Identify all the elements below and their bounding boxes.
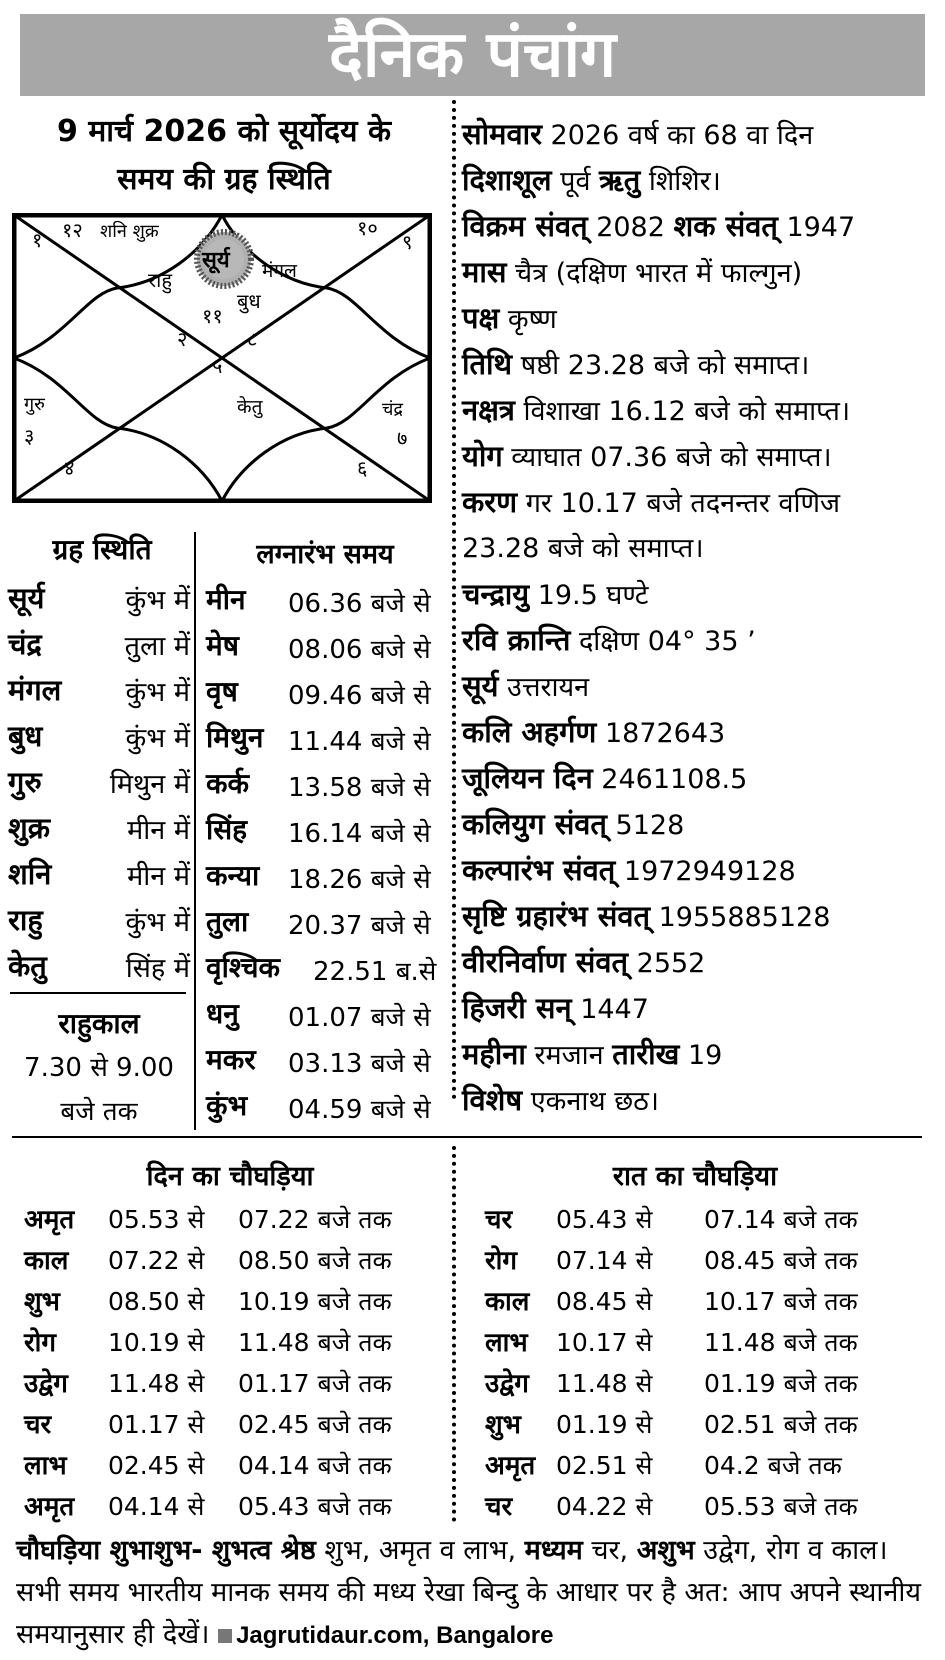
grah-rashi: कुंभ में <box>125 585 190 616</box>
planet-mangal: मंगल <box>262 260 297 282</box>
chaughadiya-to: 08.50 बजे तक <box>238 1246 392 1275</box>
chaughadiya-name: लाभ <box>24 1451 67 1481</box>
house-2: २ <box>177 327 188 351</box>
info-row: तिथि षष्ठी 23.28 बजे को समाप्त। <box>462 347 810 381</box>
lagna-name: कन्या <box>206 859 260 892</box>
lagna-time: 09.46 बजे से <box>288 681 431 711</box>
kundali-chart <box>12 213 432 503</box>
chaughadiya-name: उद्वेग <box>485 1369 529 1399</box>
info-row: सूर्य उत्तरायन <box>462 669 590 703</box>
planet-budh: बुध <box>237 289 261 313</box>
lagna-name: वृष <box>206 675 238 708</box>
chaughadiya-name: चर <box>24 1410 52 1440</box>
planet-guru: गुरु <box>24 394 45 415</box>
lagna-name: वृश्चिक <box>206 951 281 984</box>
lagna-time: 20.37 बजे से <box>288 911 431 941</box>
grah-planet: बुध <box>8 719 43 753</box>
info-row: विशेष एकनाथ छठ। <box>462 1083 660 1117</box>
square-bullet-icon <box>218 1629 232 1643</box>
chaughadiya-to: 02.51 बजे तक <box>704 1410 858 1439</box>
lagna-time: 22.51 ब.से <box>313 957 437 987</box>
lagna-heading: लग्नारंभ समय <box>256 539 394 570</box>
chaughadiya-to: 11.48 बजे तक <box>704 1328 858 1357</box>
page-title: दैनिक पंचांग <box>20 14 925 96</box>
planet-shani-shukra: शनि शुक्र <box>100 221 159 242</box>
lagna-name: मकर <box>206 1043 256 1076</box>
info-row: मास चैत्र (दक्षिण भारत में फाल्गुन) <box>462 255 803 289</box>
chaughadiya-from: 07.22 से <box>108 1246 205 1275</box>
grah-planet: शनि <box>8 857 52 891</box>
rahukal-time: 7.30 से 9.00 <box>24 1053 174 1083</box>
section-divider <box>12 1136 922 1138</box>
info-row: हिजरी सन् 1447 <box>462 991 649 1025</box>
house-4: ४ <box>64 456 75 480</box>
grah-planet: केतु <box>8 949 47 983</box>
chaughadiya-to: 10.19 बजे तक <box>238 1287 392 1316</box>
grah-rashi: कुंभ में <box>125 723 190 754</box>
chaughadiya-from: 11.48 से <box>556 1369 653 1398</box>
chaughadiya-from: 11.48 से <box>108 1369 205 1398</box>
footer-credit: Jagrutidaur.com, Bangalore <box>236 1622 554 1649</box>
info-row: कलियुग संवत् 5128 <box>462 807 685 841</box>
grah-planet: शुक्र <box>8 811 50 845</box>
chaughadiya-to: 04.14 बजे तक <box>238 1451 392 1480</box>
house-10: १० <box>357 216 378 240</box>
chaughadiya-from: 05.53 से <box>108 1205 205 1234</box>
info-row: 23.28 बजे को समाप्त। <box>462 533 704 564</box>
chaughadiya-from: 01.17 से <box>108 1410 205 1439</box>
grah-rashi: मीन में <box>127 861 190 892</box>
chaughadiya-to: 07.14 बजे तक <box>704 1205 858 1234</box>
chaughadiya-from: 08.45 से <box>556 1287 653 1316</box>
chaughadiya-name: चर <box>485 1205 513 1235</box>
lagna-name: तुला <box>206 905 249 938</box>
chaughadiya-from: 02.51 से <box>556 1451 653 1480</box>
info-row: कलि अहर्गण 1872643 <box>462 715 726 749</box>
chaughadiya-from: 05.43 से <box>556 1205 653 1234</box>
chaughadiya-divider <box>452 1146 456 1522</box>
house-12: १२ <box>62 218 83 242</box>
grah-planet: चंद्र <box>8 627 42 661</box>
chaughadiya-name: काल <box>24 1246 69 1276</box>
vertical-divider <box>452 100 456 1100</box>
house-3: ३ <box>24 424 35 448</box>
lagna-time: 01.07 बजे से <box>288 1003 431 1033</box>
chaughadiya-name: शुभ <box>24 1287 60 1317</box>
chaughadiya-to: 10.17 बजे तक <box>704 1287 858 1316</box>
chaughadiya-name: अमृत <box>24 1492 75 1522</box>
grah-rashi: कुंभ में <box>125 677 190 708</box>
lagna-time: 06.36 बजे से <box>288 589 431 619</box>
chaughadiya-to: 04.2 बजे तक <box>704 1451 842 1480</box>
chaughadiya-from: 10.17 से <box>556 1328 653 1357</box>
chart-heading <box>14 108 434 204</box>
chaughadiya-from: 07.14 से <box>556 1246 653 1275</box>
info-row: कल्पारंभ संवत् 1972949128 <box>462 853 796 887</box>
info-row: पक्ष कृष्ण <box>462 301 557 335</box>
chaughadiya-name: लाभ <box>485 1328 528 1358</box>
grah-lagna-divider <box>194 532 196 1130</box>
chaughadiya-to: 08.45 बजे तक <box>704 1246 858 1275</box>
chaughadiya-name: चर <box>485 1492 513 1522</box>
chaughadiya-to: 11.48 बजे तक <box>238 1328 392 1357</box>
lagna-time: 13.58 बजे से <box>288 773 431 803</box>
chaughadiya-to: 01.17 बजे तक <box>238 1369 392 1398</box>
grah-rashi: कुंभ में <box>125 907 190 938</box>
info-row: करण गर 10.17 बजे तदनन्तर वणिज <box>462 485 841 519</box>
house-8: ८ <box>247 327 258 351</box>
rahukal-divider <box>10 992 186 994</box>
chaughadiya-name: उद्वेग <box>24 1369 68 1399</box>
chaughadiya-from: 10.19 से <box>108 1328 205 1357</box>
din-chaughadiya-heading: दिन का चौघड़िया <box>146 1161 314 1192</box>
chaughadiya-from: 02.45 से <box>108 1451 205 1480</box>
lagna-time: 04.59 बजे से <box>288 1095 431 1125</box>
info-row: महीना रमजान तारीख 19 <box>462 1037 723 1071</box>
rahukal-suffix: बजे तक <box>60 1097 138 1127</box>
grah-planet: राहु <box>8 903 43 937</box>
lagna-name: कर्क <box>206 767 250 800</box>
lagna-time: 03.13 बजे से <box>288 1049 431 1079</box>
planet-ketu: केतु <box>237 396 263 418</box>
grah-planet: सूर्य <box>8 581 45 615</box>
chaughadiya-from: 04.22 से <box>556 1492 653 1521</box>
chart-heading-line-2: समय की ग्रह स्थिति <box>117 162 331 197</box>
planet-chandra: चंद्र <box>382 399 403 420</box>
chaughadiya-name: रोग <box>24 1328 57 1358</box>
lagna-name: सिंह <box>206 813 248 846</box>
info-row: सोमवार 2026 वर्ष का 68 वा दिन <box>462 117 814 151</box>
lagna-time: 16.14 बजे से <box>288 819 431 849</box>
grah-rashi: सिंह में <box>125 953 190 984</box>
house-1: १ <box>32 228 43 252</box>
grah-planet: मंगल <box>8 673 62 707</box>
raat-chaughadiya-heading: रात का चौघड़िया <box>612 1161 778 1192</box>
grah-rashi: मिथुन में <box>109 769 190 800</box>
chaughadiya-to: 05.43 बजे तक <box>238 1492 392 1521</box>
chaughadiya-from: 01.19 से <box>556 1410 653 1439</box>
planet-rahu: राहु <box>148 268 172 292</box>
lagna-time: 18.26 बजे से <box>288 865 431 895</box>
chaughadiya-to: 05.53 बजे तक <box>704 1492 858 1521</box>
info-row: चन्द्रायु 19.5 घण्टे <box>462 577 649 611</box>
info-row: योग व्याघात 07.36 बजे को समाप्त। <box>462 439 832 473</box>
info-row: वीरनिर्वाण संवत् 2552 <box>462 945 706 979</box>
lagna-name: मिथुन <box>206 721 264 754</box>
grah-sthiti-heading: ग्रह स्थिति <box>52 533 152 566</box>
chaughadiya-to: 01.19 बजे तक <box>704 1369 858 1398</box>
house-11: ११ <box>202 304 223 328</box>
chaughadiya-name: अमृत <box>24 1205 75 1235</box>
footer-note: चौघड़िया शुभाशुभ- शुभत्व श्रेष्ठ शुभ, अमृत व लाभ, मध्यम चर, अशुभ उद्वेग, रोग व काल। सभी समय भारतीय मानक समय की मध्य रेखा बिन्दु के आधार पर है अत: आप अपने स्थानीय समयानुसार ही देखें। Jagrutidaur.com, Bangalore <box>16 1535 922 1650</box>
info-row: रवि क्रान्ति दक्षिण 04° 35 ’ <box>462 623 756 657</box>
house-7: ७ <box>397 426 408 450</box>
grah-rashi: मीन में <box>127 815 190 846</box>
house-9: ९ <box>402 230 413 254</box>
lagna-name: मीन <box>206 583 246 616</box>
info-row: दिशाशूल पूर्व ऋतु शिशिर। <box>462 163 721 197</box>
grah-planet: गुरु <box>8 765 42 799</box>
chaughadiya-to: 07.22 बजे तक <box>238 1205 392 1234</box>
lagna-time: 11.44 बजे से <box>288 727 431 757</box>
house-5: ५ <box>212 354 223 378</box>
lagna-name: धनु <box>206 997 239 1030</box>
chaughadiya-name: रोग <box>485 1246 518 1276</box>
chaughadiya-name: अमृत <box>485 1451 536 1481</box>
chaughadiya-name: शुभ <box>485 1410 521 1440</box>
info-row: जूलियन दिन 2461108.5 <box>462 761 748 795</box>
info-row: नक्षत्र विशाखा 16.12 बजे को समाप्त। <box>462 393 851 427</box>
house-6: ६ <box>357 456 368 480</box>
info-row: सृष्टि ग्रहारंभ संवत् 1955885128 <box>462 899 831 933</box>
chaughadiya-name: काल <box>485 1287 530 1317</box>
rahukal-heading: राहुकाल <box>58 1007 140 1040</box>
chaughadiya-from: 04.14 से <box>108 1492 205 1521</box>
chart-heading-line-1: 9 मार्च 2026 को सूर्योदय के <box>57 114 391 149</box>
lagna-name: कुंभ <box>206 1089 248 1122</box>
lagna-time: 08.06 बजे से <box>288 635 431 665</box>
chaughadiya-to: 02.45 बजे तक <box>238 1410 392 1439</box>
info-row: विक्रम संवत् 2082 शक संवत् 1947 <box>462 209 856 243</box>
lagna-name: मेष <box>206 629 239 662</box>
chaughadiya-from: 08.50 से <box>108 1287 205 1316</box>
grah-rashi: तुला में <box>124 631 190 662</box>
planet-surya: सूर्य <box>202 248 230 273</box>
